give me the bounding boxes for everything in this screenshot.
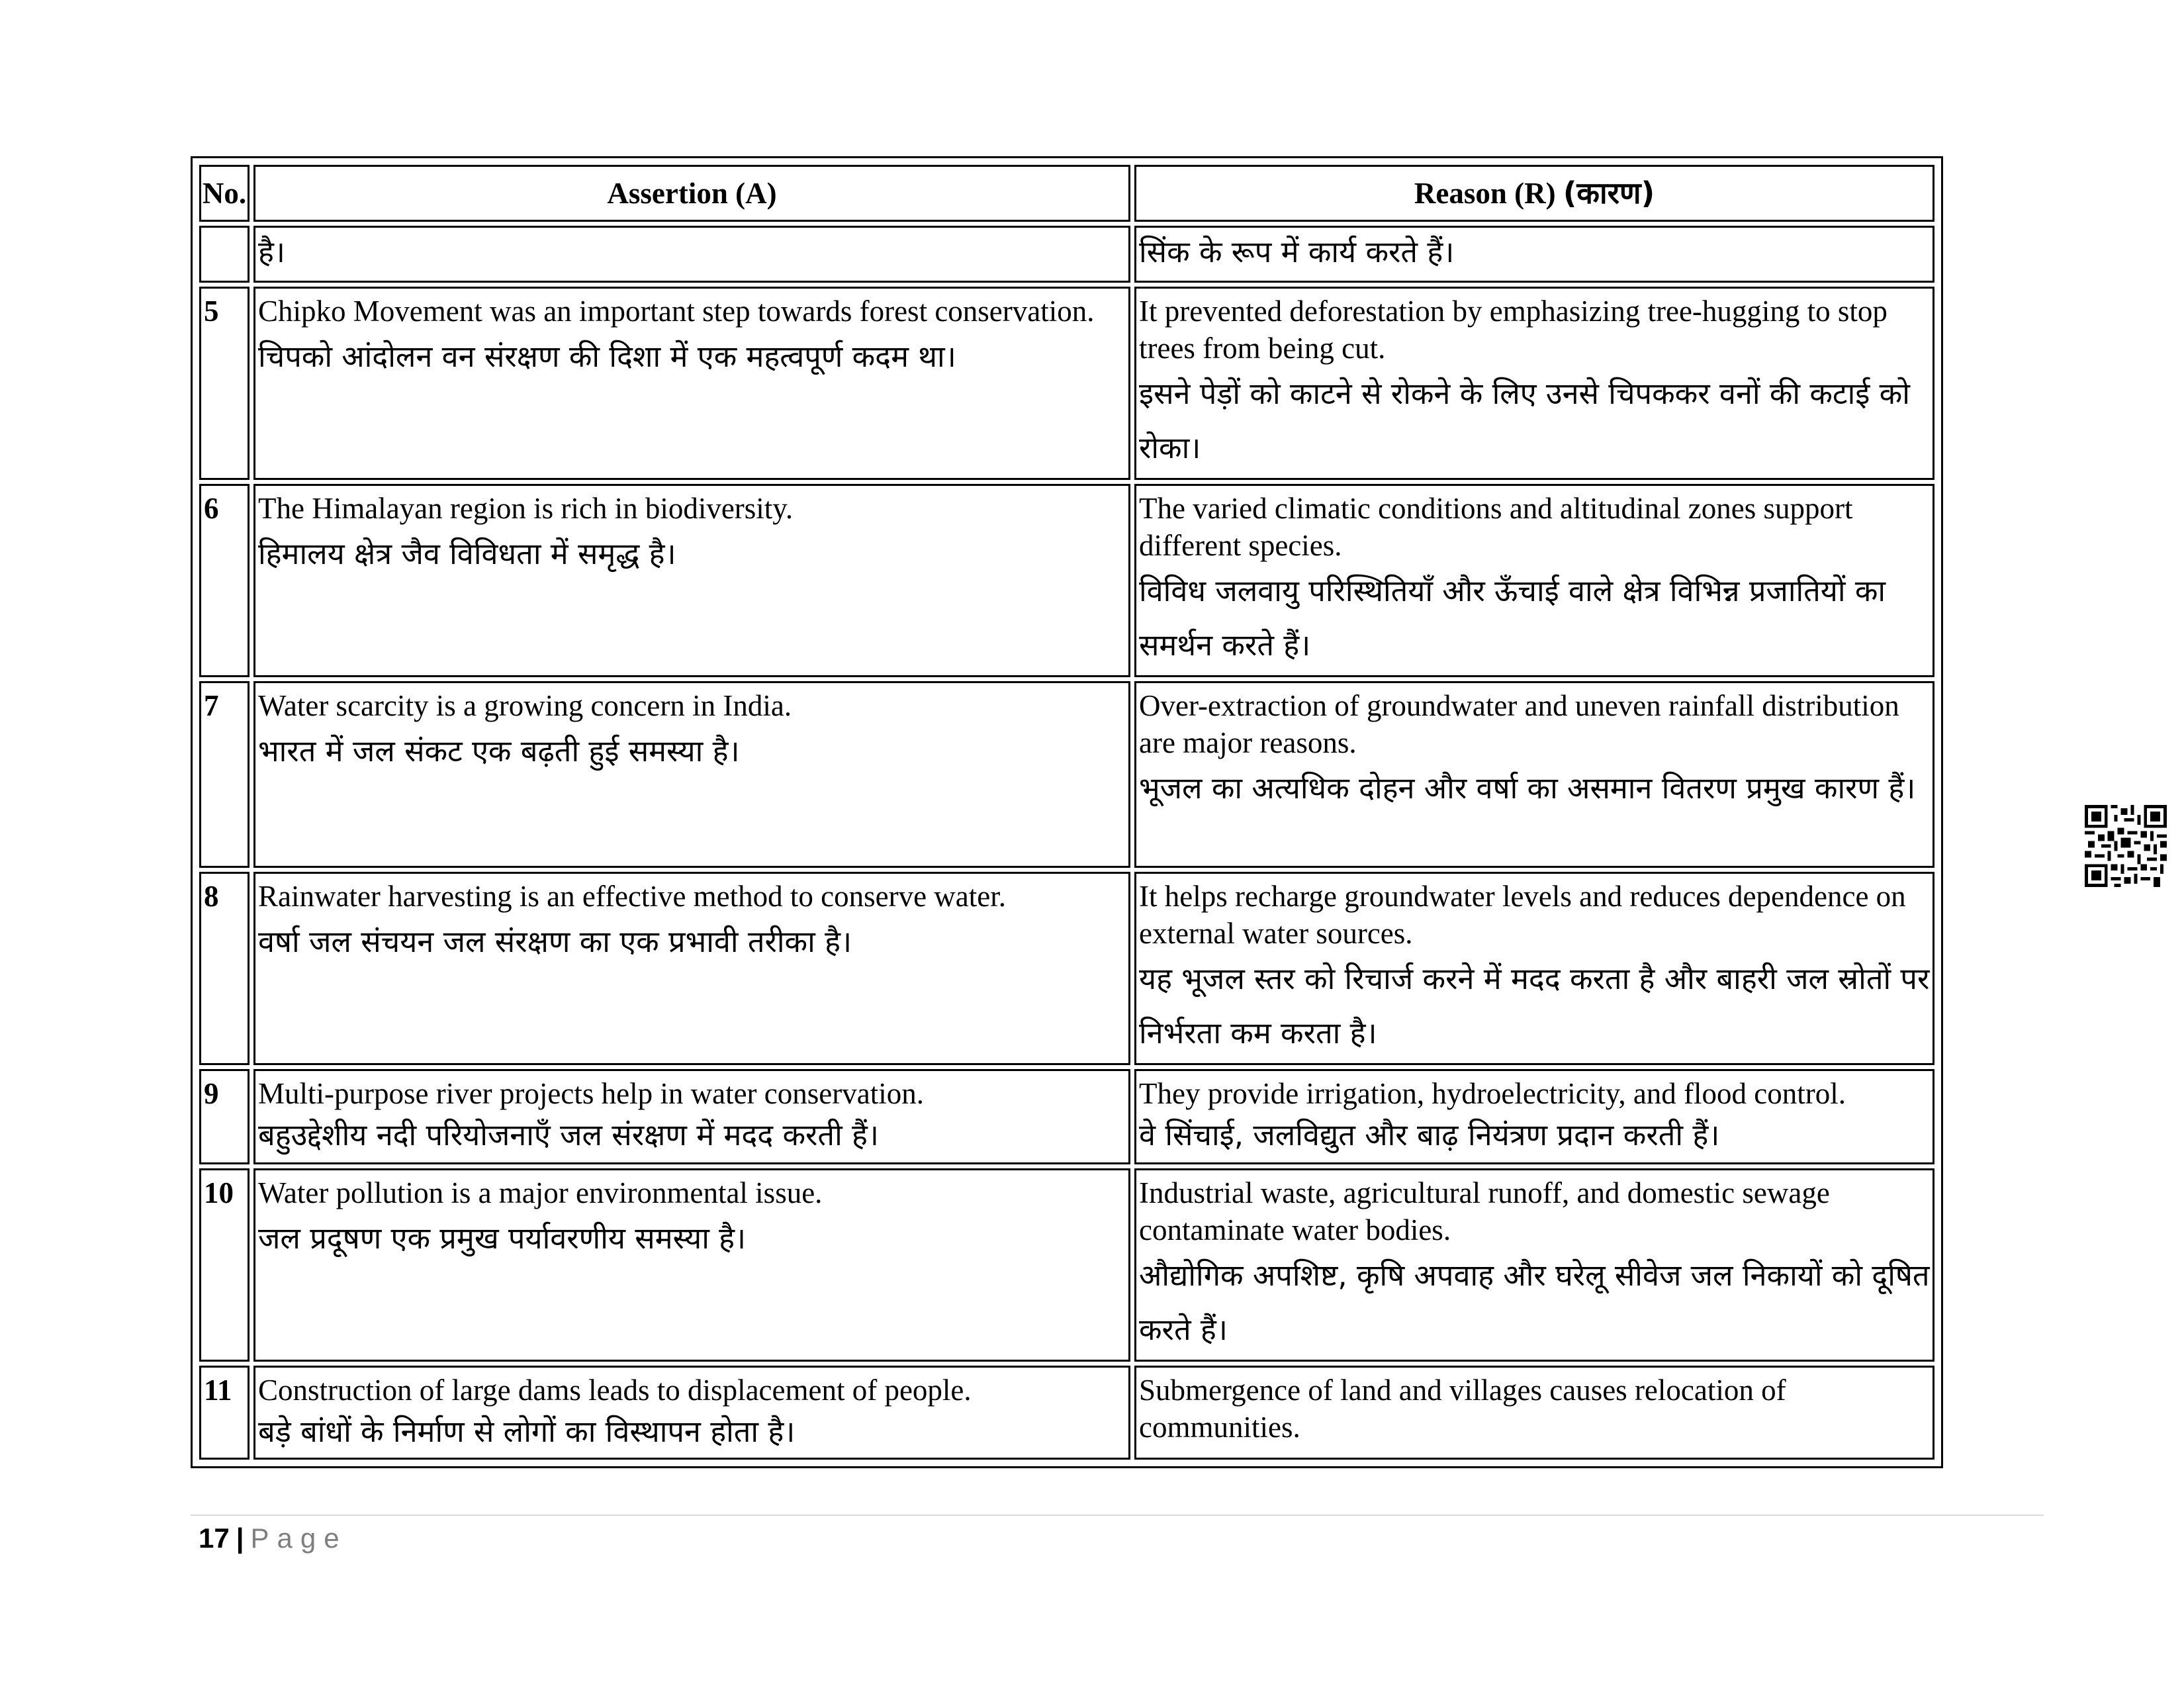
row-number: 8 [199, 872, 250, 1065]
header-assertion: Assertion (A) [253, 165, 1130, 222]
assertion-cell [253, 1366, 1130, 1460]
table-row [199, 1069, 1934, 1164]
reason-hindi: विविध जलवायु परिस्थितियाँ और ऊँचाई वाले क्षेत्र विभिन्न प्रजातियों का समर्थन करते हैं। [1139, 573, 1886, 663]
row-number: 6 [199, 484, 250, 677]
table-row [199, 1168, 1934, 1362]
reason-hindi: सिंक के रूप में कार्य करते हैं। [1139, 234, 1455, 269]
assertion-hindi: जल प्रदूषण एक प्रमुख पर्यावरणीय समस्या है। [258, 1221, 747, 1256]
row-number: 9 [199, 1069, 250, 1164]
qr-code-icon [2085, 805, 2167, 887]
assertion-reason-table-frame [191, 156, 1943, 1468]
assertion-reason-table [195, 161, 1938, 1464]
reason-english: Industrial waste, agricultural runoff, and domestic sewage contaminate water bodies. [1139, 1176, 1830, 1246]
table-row [199, 287, 1934, 480]
assertion-english: Water scarcity is a growing concern in India. [258, 689, 792, 722]
assertion-cell [253, 872, 1130, 1065]
row-number: 10 [199, 1168, 250, 1362]
page-label: Page [250, 1523, 347, 1554]
reason-english: Over-extraction of groundwater and uneven rainfall distribution are major reasons. [1139, 689, 1899, 759]
assertion-hindi: बड़े बांधों के निर्माण से लोगों का विस्थापन होता है। [258, 1414, 796, 1449]
reason-hindi: यह भूजल स्तर को रिचार्ज करने में मदद करता है और बाहरी जल स्रोतों पर निर्भरता कम करता है। [1139, 961, 1930, 1051]
row-number [199, 226, 250, 283]
table-row [199, 872, 1934, 1065]
assertion-cell [253, 484, 1130, 677]
assertion-english: Rainwater harvesting is an effective method to conserve water. [258, 880, 1007, 913]
assertion-hindi: हिमालय क्षेत्र जैव विविधता में समृद्ध है। [258, 536, 676, 571]
table-row [199, 484, 1934, 677]
reason-cell [1134, 1069, 1934, 1164]
reason-cell [1134, 681, 1934, 868]
reason-cell [1134, 484, 1934, 677]
header-no: No. [199, 165, 250, 222]
assertion-cell [253, 1069, 1130, 1164]
assertion-cell [253, 226, 1130, 283]
assertion-english: Multi-purpose river projects help in water conservation. [258, 1077, 924, 1110]
header-reason-hi: (कारण) [1563, 175, 1655, 211]
row-number: 11 [199, 1366, 250, 1460]
reason-hindi: इसने पेड़ों को काटने से रोकने के लिए उनसे चिपककर वनों की कटाई को रोका। [1139, 376, 1910, 465]
assertion-english: Construction of large dams leads to displacement of people. [258, 1374, 972, 1407]
reason-english: It helps recharge groundwater levels and reduces dependence on external water sources. [1139, 880, 1906, 950]
assertion-hindi: बहुउद्देशीय नदी परियोजनाएँ जल संरक्षण में मदद करती हैं। [258, 1117, 879, 1152]
reason-english: Submergence of land and villages causes relocation of communities. [1139, 1374, 1786, 1444]
page-number: 17 [199, 1523, 230, 1554]
assertion-cell [253, 1168, 1130, 1362]
page-footer [199, 1523, 347, 1554]
reason-english: It prevented deforestation by emphasizing tree-hugging to stop trees from being cut. [1139, 295, 1888, 365]
row-number: 5 [199, 287, 250, 480]
assertion-hindi: है। [258, 234, 285, 269]
footer-divider [191, 1515, 2044, 1516]
assertion-hindi: वर्षा जल संचयन जल संरक्षण का एक प्रभावी तरीका है। [258, 924, 852, 959]
reason-cell [1134, 226, 1934, 283]
table-row [199, 1366, 1934, 1460]
reason-hindi: औद्योगिक अपशिष्ट, कृषि अपवाह और घरेलू सीवेज जल निकायों को दूषित करते हैं। [1139, 1258, 1930, 1347]
reason-hindi: वे सिंचाई, जलविद्युत और बाढ़ नियंत्रण प्रदान करती हैं। [1139, 1117, 1720, 1152]
assertion-hindi: चिपको आंदोलन वन संरक्षण की दिशा में एक महत्वपूर्ण कदम था। [258, 339, 956, 374]
assertion-english: Chipko Movement was an important step towards forest conservation. [258, 295, 1095, 328]
table-row [199, 226, 1934, 283]
reason-english: The varied climatic conditions and altitudinal zones support different species. [1139, 492, 1853, 562]
assertion-english: The Himalayan region is rich in biodiversity. [258, 492, 794, 525]
assertion-english: Water pollution is a major environmental issue. [258, 1176, 823, 1209]
reason-hindi: भूजल का अत्यधिक दोहन और वर्षा का असमान वितरण प्रमुख कारण हैं। [1139, 771, 1916, 806]
reason-cell [1134, 1366, 1934, 1460]
assertion-cell [253, 287, 1130, 480]
assertion-hindi: भारत में जल संकट एक बढ़ती हुई समस्या है। [258, 733, 740, 769]
reason-cell [1134, 287, 1934, 480]
row-number: 7 [199, 681, 250, 868]
reason-cell [1134, 1168, 1934, 1362]
header-reason [1134, 165, 1934, 222]
table-row [199, 681, 1934, 868]
reason-english: They provide irrigation, hydroelectricity, and flood control. [1139, 1077, 1846, 1110]
assertion-cell [253, 681, 1130, 868]
table-header-row [199, 165, 1934, 222]
reason-cell [1134, 872, 1934, 1065]
footer-separator: | [236, 1523, 244, 1554]
header-reason-en: Reason (R) [1414, 177, 1556, 210]
